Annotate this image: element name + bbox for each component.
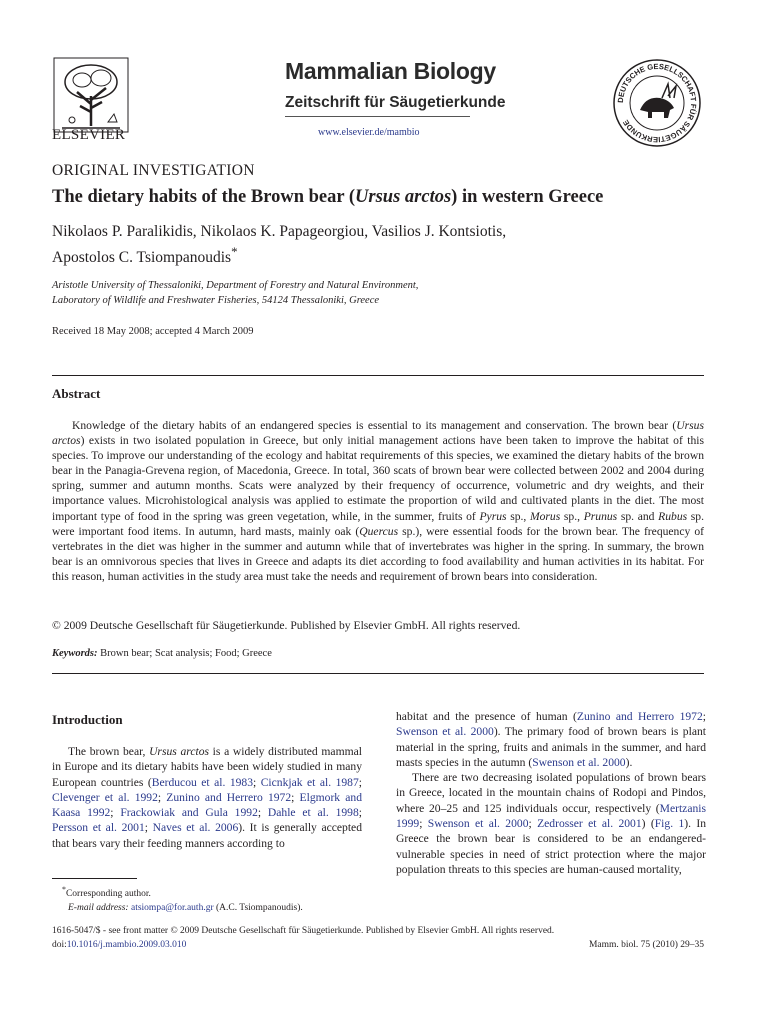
citation-link[interactable]: Elgmork and Kaasa 1992: [52, 790, 362, 820]
citation-sep: ;: [157, 790, 167, 804]
authors-line-1: Nikolaos P. Paralikidis, Nikolaos K. Papageorgiou, Vasilios J. Kontsiotis,: [52, 223, 507, 240]
intro-seg: ) (: [641, 817, 655, 831]
corresponding-author-note: [52, 883, 372, 901]
abstract-copyright: © 2009 Deutsche Gesellschaft für Säugetierkunde. Published by Elsevier GmbH. All rights reserved.: [52, 619, 521, 632]
affiliation-line-2: Laboratory of Wildlife and Freshwater Fisheries, 54124 Thessaloniki, Greece: [52, 295, 380, 306]
svg-text:DEUTSCHE GESELLSCHAFT FÜR SÄUG: DEUTSCHE GESELLSCHAFT FÜR SÄUGETIERKUNDE: [615, 61, 699, 145]
citation-sep: ;: [358, 775, 363, 789]
doi-line: [52, 940, 186, 950]
footnote: [52, 883, 372, 915]
citation-link[interactable]: Swenson et al. 2000: [396, 725, 494, 739]
citation-link[interactable]: Zunino and Herrero 1972: [166, 790, 292, 804]
email-owner: (A.C. Tsiompanoudis).: [213, 903, 303, 914]
keywords-label: Keywords:: [52, 648, 98, 659]
abstract-text: [52, 418, 704, 584]
doi-link[interactable]: 10.1016/j.mambio.2009.03.010: [66, 940, 187, 950]
abstract-species: Ursus arctos: [52, 419, 704, 448]
intro-seg: habitat and the presence of human (: [396, 710, 577, 723]
citation-sep: ;: [110, 806, 121, 820]
footnote-rule: [52, 878, 137, 879]
author-name: Apostolos C. Tsiompanoudis: [52, 249, 232, 267]
intro-seg: ). The primary food of brown bears is plant material in the spring, fruits and animals in the summer, and hard masts species in the autumn (: [396, 725, 706, 769]
intro-seg: ).: [625, 755, 633, 769]
citation-sep: ;: [528, 817, 538, 831]
received-dates: Received 18 May 2008; accepted 4 March 2009: [52, 326, 254, 337]
citation-sep: ;: [257, 806, 268, 820]
society-seal-icon: [612, 58, 702, 148]
citation-sep: ;: [253, 775, 261, 789]
citation-link[interactable]: Swenson et al. 2000: [427, 817, 529, 831]
intro-species: Ursus arctos: [149, 745, 209, 758]
abstract-seg: ) exists in two isolated population in Greece, but only initial management actions have been taken to improve the habitat of this species. To improve our understanding of the ecology and habitat requirements of this species, we examined the dietary habits of the brown bear in the Panagia-Grevena region, of Macedonia, Greece. In total, 360 scats of brown bear were collected between 2002 and 2004 during spring, summer and autumn months. Scats were analyzed by their frequency of occurrence, volumetric and dry weights, and their importance values. Microhistological analysis was applied to estimate the proportion of wild and cultivated plants in the diet. The most important type of food in the spring was green vegetation, while, in the summer, fruits of: [52, 434, 704, 523]
journal-title: Mammalian Biology: [285, 58, 496, 84]
abstract-seg: sp.,: [506, 509, 530, 523]
article-title: [52, 187, 603, 208]
intro-left-column: [52, 744, 362, 851]
citation-link[interactable]: Swenson et al. 2000: [532, 755, 626, 769]
citation-sep: ;: [358, 806, 362, 820]
journal-subtitle: Zeitschrift für Säugetierkunde: [285, 94, 506, 111]
citation-sep: ;: [144, 821, 153, 835]
intro-seg: ). It is generally accepted that bears vary their feeding manners according to: [52, 821, 362, 850]
keywords: [52, 648, 272, 659]
corresponding-mark: *: [231, 244, 238, 259]
doi-label: doi:: [52, 940, 67, 950]
title-text-pre: The dietary habits of the Brown bear (: [52, 187, 356, 207]
abstract-seg: Knowledge of the dietary habits of an endangered species is essential to its management and conservation. The brown bear (: [72, 419, 677, 432]
title-species: Ursus arctos: [355, 187, 452, 207]
abstract-seg: sp.,: [560, 509, 584, 523]
email-link[interactable]: atsiompa@for.auth.gr: [130, 903, 214, 914]
intro-right-column: [396, 709, 706, 877]
citation-sep: ;: [291, 790, 300, 804]
keywords-list: Brown bear; Scat analysis; Food; Greece: [97, 648, 272, 659]
citation-link[interactable]: Clevenger et al. 1992: [52, 790, 158, 804]
citation-link[interactable]: Zedrosser et al. 2001: [537, 817, 642, 831]
affiliation-line-1: Aristotle University of Thessaloniki, Department of Forestry and Natural Environment,: [52, 280, 419, 291]
citation-sep: ;: [702, 710, 706, 723]
abstract-seg: sp. were important food items. In autumn, hard masts, mainly oak (: [52, 509, 704, 538]
citation-link[interactable]: Frackowiak and Gula 1992: [120, 806, 258, 820]
figure-link[interactable]: Fig. 1: [654, 817, 685, 831]
email-label: E-mail address:: [68, 903, 129, 914]
abstract-seg: sp.), were essential foods for the brown bear. The frequency of vertebrates in the diet was higher in the summer and autumn while that of invertebrates was higher in the spring. In summary, the brown bear is an omnivorous species that lives in Greece and adapts its diet according to food availability and human activities in its habitat. For this reason, human activities in the study area must take the needs and requirement of brown bears into consideration.: [52, 524, 704, 583]
citation-link[interactable]: Mertzanis 1999: [396, 801, 706, 831]
publisher-name: ELSEVIER: [52, 127, 126, 143]
intro-seg: There are two decreasing isolated populations of brown bears in Greece, located in the mountain chains of Rodopi and Pindos, where 20–25 and 125 individuals occur, respectively (: [396, 771, 706, 815]
abstract-species: Morus: [529, 509, 561, 523]
intro-seg: is a widely distributed mammal in Europe and its dietary habits have been widely studied in many European countries (: [52, 745, 362, 789]
journal-title-rule: [285, 116, 470, 117]
article-type: ORIGINAL INVESTIGATION: [52, 162, 255, 179]
issn-line: 1616-5047/$ - see front matter © 2009 Deutsche Gesellschaft für Säugetierkunde. Published by Elsevier GmbH. All rights reserved.: [52, 926, 555, 936]
affiliation: [52, 278, 612, 308]
introduction-heading: Introduction: [52, 712, 123, 727]
citation-sep: ;: [419, 817, 428, 831]
authors-line-2: [52, 242, 652, 268]
abstract-species: Quercus: [359, 524, 399, 538]
abstract-heading: Abstract: [52, 386, 101, 401]
citation-link[interactable]: Berducou et al. 1983: [151, 775, 254, 789]
citation-link[interactable]: Dahle et al. 1998: [267, 806, 359, 820]
abstract-top-rule: [52, 375, 704, 376]
citation-link[interactable]: Persson et al. 2001: [52, 821, 145, 835]
intro-seg: The brown bear,: [68, 745, 150, 758]
citation-link[interactable]: Cicnkjak et al. 1987: [260, 775, 359, 789]
journal-citation: Mamm. biol. 75 (2010) 29–35: [588, 940, 704, 950]
citation-link[interactable]: Naves et al. 2006: [152, 821, 239, 835]
abstract-species: Rubus: [658, 509, 688, 523]
abstract-species: Prunus: [583, 509, 618, 523]
abstract-species: Pyrus: [479, 509, 507, 523]
abstract-seg: sp. and: [617, 509, 659, 523]
title-text-post: ) in western Greece: [451, 187, 604, 207]
corresponding-author-label: Corresponding author.: [65, 889, 151, 900]
citation-link[interactable]: Zunino and Herrero 1972: [576, 710, 703, 723]
intro-seg: ). In Greece the brown bear is considered to be an endangered-vulnerable species in need of strict protection where the major population threats to this species are human-caused mortality,: [396, 817, 707, 876]
footnote-mark: *: [62, 885, 66, 894]
author-list: [52, 222, 652, 268]
email-note: [52, 901, 372, 915]
abstract-bottom-rule: [52, 673, 704, 674]
journal-url-link[interactable]: www.elsevier.de/mambio: [318, 127, 420, 138]
